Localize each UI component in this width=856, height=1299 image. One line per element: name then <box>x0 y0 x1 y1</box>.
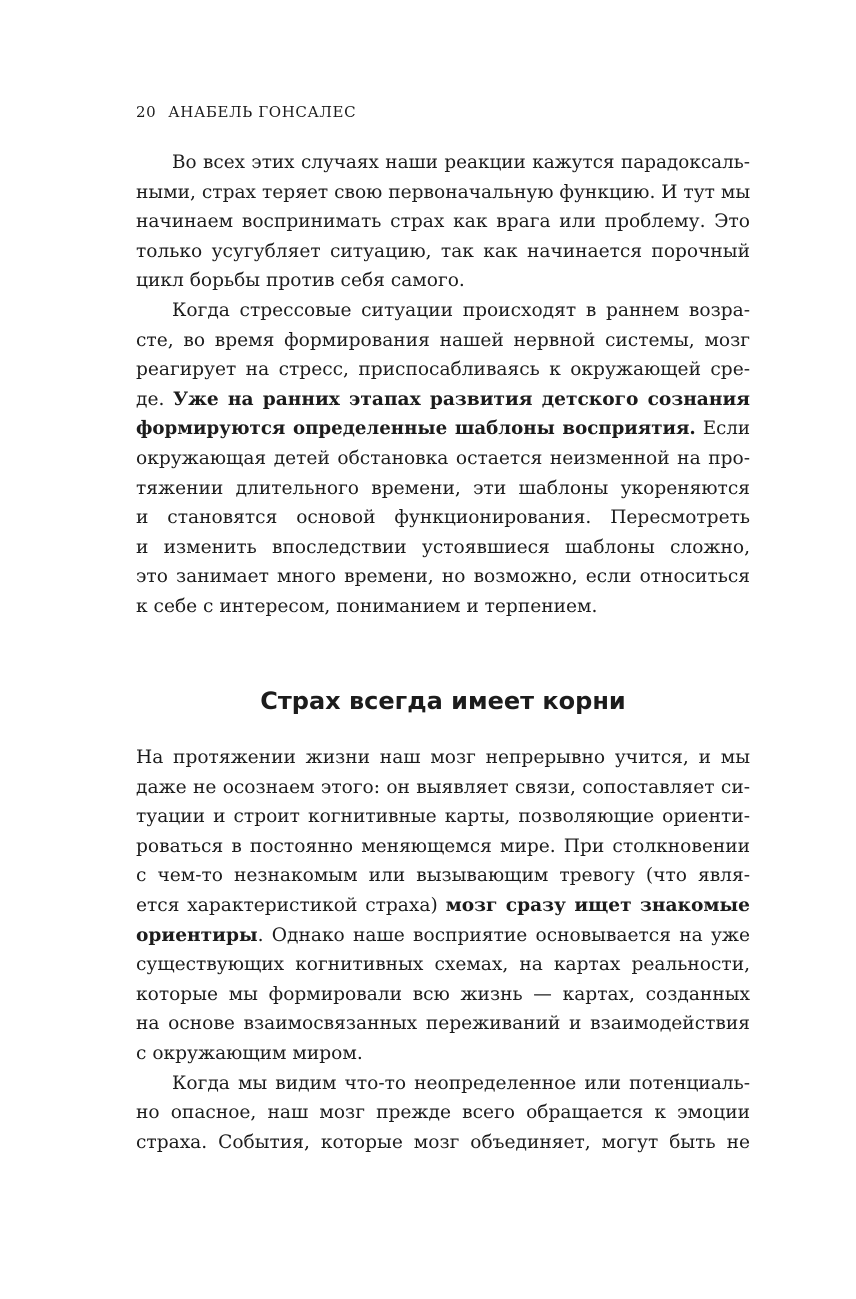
text-line: с чем-то незнакомым или вызывающим тревогу (что явля- <box>136 865 750 887</box>
text-run: . Однако наше восприятие основывается на уже <box>257 924 750 946</box>
text-line: окружающая детей обстановка остается неизменной на про- <box>136 447 750 469</box>
running-head <box>136 103 356 121</box>
text-line: страха. События, которые мозг объединяет, могут быть не <box>136 1131 750 1153</box>
emphasis-text: ориентиры <box>136 924 258 946</box>
text-run: ется характеристикой страха) <box>136 894 438 916</box>
text-line: реагирует на стресс, приспосабливаясь к окружающей сре- <box>136 359 750 381</box>
text-line: это занимает много времени, но возможно, если относиться <box>136 566 750 588</box>
text-line <box>136 385 750 415</box>
text-line <box>136 891 750 921</box>
text-line: Когда стрессовые ситуации происходят в раннем возра- <box>172 299 750 321</box>
text-line: с окружающим миром. <box>136 1042 363 1064</box>
text-line: на основе взаимосвязанных переживаний и взаимодействия <box>136 1013 750 1035</box>
text-line: Когда мы видим что-то неопределенное или потенциаль- <box>172 1072 750 1094</box>
text-line: Во всех этих случаях наши реакции кажутся парадоксаль- <box>172 152 750 173</box>
text-block-lower <box>136 743 750 1157</box>
text-line <box>136 414 750 444</box>
text-line: цикл борьбы против себя самого. <box>136 270 465 292</box>
text-line: тяжении длительного времени, эти шаблоны укореняются <box>136 477 750 499</box>
text-line: только усугубляет ситуацию, так как начинается порочный <box>136 240 750 262</box>
emphasis-text: мозг сразу ищет знакомые <box>445 894 750 916</box>
running-head-author: АНАБЕЛЬ ГОНСАЛЕС <box>168 103 357 121</box>
text-line <box>136 921 750 951</box>
text-line: но опасное, наш мозг прежде всего обращается к эмоции <box>136 1102 750 1124</box>
text-line: На протяжении жизни наш мозг непрерывно учится, и мы <box>136 747 750 768</box>
section-heading: Страх всегда имеет корни <box>260 687 626 715</box>
text-line: к себе с интересом, пониманием и терпением. <box>136 595 598 617</box>
text-line: существующих когнитивных схемах, на картах реальности, <box>136 954 750 976</box>
text-line: ными, страх теряет свою первоначальную функцию. И тут мы <box>136 181 750 203</box>
text-line: которые мы формировали всю жизнь — картах, созданных <box>136 983 750 1005</box>
text-line: даже не осознаем этого: он выявляет связи, сопоставляет си- <box>136 776 750 798</box>
text-block-upper <box>136 148 750 622</box>
text-line: роваться в постоянно меняющемся мире. При столкновении <box>136 835 750 857</box>
text-line: туации и строит когнитивные карты, позволяющие ориенти- <box>136 806 750 828</box>
text-run: Если <box>702 418 750 440</box>
text-line: начинаем воспринимать страх как врага или проблему. Это <box>136 211 750 233</box>
page-number: 20 <box>136 103 157 121</box>
text-line: и изменить впоследствии устоявшиеся шаблоны сложно, <box>136 536 750 558</box>
text-run: де. <box>136 388 165 410</box>
emphasis-text: Уже на ранних этапах развития детского сознания <box>173 388 750 410</box>
emphasis-text: формируются определенные шаблоны восприятия. <box>136 418 696 440</box>
text-line: сте, во время формирования нашей нервной системы, мозг <box>136 329 750 351</box>
text-line: и становятся основой функционирования. Пересмотреть <box>136 507 750 529</box>
